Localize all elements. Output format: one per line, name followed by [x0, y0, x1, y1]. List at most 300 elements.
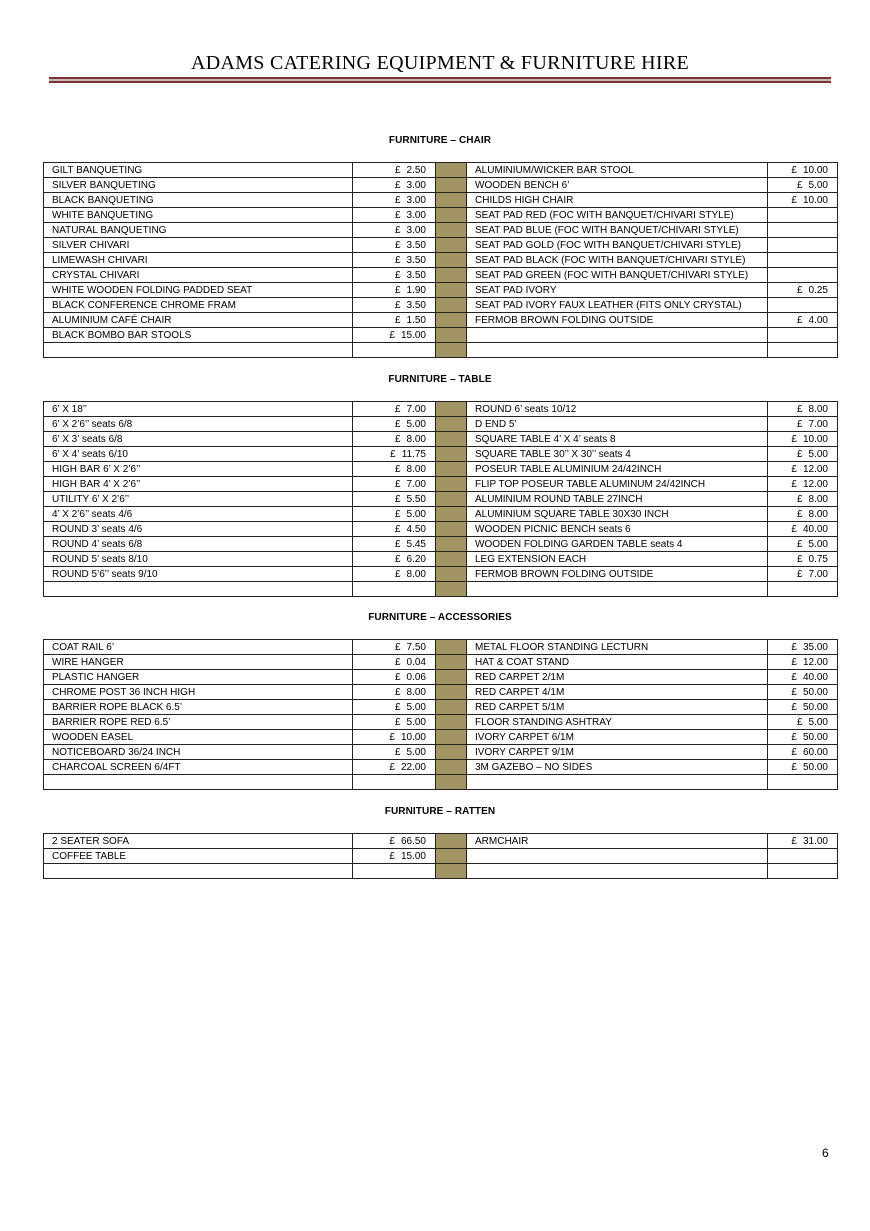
right-item-price — [768, 537, 838, 552]
left-item-price — [353, 640, 436, 655]
column-divider — [436, 670, 467, 685]
right-item-name — [467, 864, 768, 879]
price-value: 5.00 — [406, 418, 426, 430]
price-value: 10.00 — [400, 731, 426, 743]
currency-symbol: £ — [394, 224, 401, 236]
right-item-price — [768, 163, 838, 178]
left-item-name: BLACK BOMBO BAR STOOLS — [44, 328, 353, 343]
table-row — [44, 163, 838, 178]
right-item-price — [768, 492, 838, 507]
currency-symbol: £ — [394, 508, 401, 520]
right-item-name: CHILDS HIGH CHAIR — [467, 193, 768, 208]
left-item-price — [353, 417, 436, 432]
currency-symbol: £ — [791, 463, 797, 475]
left-item-price — [353, 582, 436, 597]
left-item-name — [44, 864, 353, 879]
column-divider — [436, 730, 467, 745]
price-value: 1.50 — [406, 314, 426, 326]
right-item-price — [768, 462, 838, 477]
column-divider — [436, 417, 467, 432]
column-divider — [436, 447, 467, 462]
left-item-name — [44, 582, 353, 597]
table-row — [44, 268, 838, 283]
table-row — [44, 849, 838, 864]
left-item-price — [353, 223, 436, 238]
price-value: 6.20 — [406, 553, 426, 565]
right-item-name: ALUMINIUM SQUARE TABLE 30X30 INCH — [467, 507, 768, 522]
column-divider — [436, 253, 467, 268]
price-value: 1.90 — [406, 284, 426, 296]
right-item-name: SEAT PAD GREEN (FOC WITH BANQUET/CHIVARI STYLE) — [467, 268, 768, 283]
right-item-price — [768, 552, 838, 567]
left-item-price — [353, 849, 436, 864]
left-item-price — [353, 670, 436, 685]
currency-symbol: £ — [394, 179, 401, 191]
left-item-price — [353, 567, 436, 582]
right-item-name: WOODEN PICNIC BENCH seats 6 — [467, 522, 768, 537]
left-item-price — [353, 745, 436, 760]
right-item-name: LEG EXTENSION EACH — [467, 552, 768, 567]
table-row — [44, 298, 838, 313]
column-divider — [436, 268, 467, 283]
right-item-price — [768, 567, 838, 582]
left-item-name: 6’ X 3’ seats 6/8 — [44, 432, 353, 447]
right-item-price — [768, 730, 838, 745]
right-item-price — [768, 432, 838, 447]
right-item-name — [467, 582, 768, 597]
table-row — [44, 864, 838, 879]
left-item-name — [44, 775, 353, 790]
right-item-price — [768, 507, 838, 522]
right-item-price — [768, 715, 838, 730]
column-divider — [436, 462, 467, 477]
left-item-name: LIMEWASH CHIVARI — [44, 253, 353, 268]
currency-symbol: £ — [791, 671, 797, 683]
table-row — [44, 537, 838, 552]
price-value: 0.06 — [406, 671, 426, 683]
column-divider — [436, 700, 467, 715]
right-item-name: SEAT PAD BLACK (FOC WITH BANQUET/CHIVARI STYLE) — [467, 253, 768, 268]
price-value: 4.50 — [406, 523, 426, 535]
right-item-price — [768, 193, 838, 208]
left-item-price — [353, 328, 436, 343]
currency-symbol: £ — [796, 403, 803, 415]
right-item-price — [768, 685, 838, 700]
currency-symbol: £ — [796, 284, 803, 296]
column-divider — [436, 745, 467, 760]
currency-symbol: £ — [394, 656, 401, 668]
right-item-price — [768, 582, 838, 597]
left-item-price — [353, 343, 436, 358]
left-item-price — [353, 775, 436, 790]
left-item-price — [353, 447, 436, 462]
left-item-name: NOTICEBOARD 36/24 INCH — [44, 745, 353, 760]
left-item-name: BLACK CONFERENCE CHROME FRAM — [44, 298, 353, 313]
column-divider — [436, 328, 467, 343]
right-item-price — [768, 670, 838, 685]
price-value: 5.00 — [406, 716, 426, 728]
currency-symbol: £ — [394, 478, 401, 490]
left-item-price — [353, 715, 436, 730]
price-value: 10.00 — [802, 433, 828, 445]
right-item-price — [768, 655, 838, 670]
price-value: 15.00 — [400, 850, 426, 862]
right-item-price — [768, 864, 838, 879]
left-item-name: CRYSTAL CHIVARI — [44, 268, 353, 283]
price-value: 11.75 — [401, 448, 426, 460]
price-value: 7.00 — [406, 403, 426, 415]
left-item-name: GILT BANQUETING — [44, 163, 353, 178]
left-item-name: 6’ X 2’6’’ seats 6/8 — [44, 417, 353, 432]
currency-symbol: £ — [394, 568, 401, 580]
currency-symbol: £ — [796, 493, 803, 505]
column-divider — [436, 775, 467, 790]
column-divider — [436, 432, 467, 447]
currency-symbol: £ — [394, 641, 401, 653]
currency-symbol: £ — [394, 194, 401, 206]
price-value: 8.00 — [406, 568, 426, 580]
table-row — [44, 775, 838, 790]
left-item-name: CHROME POST 36 INCH HIGH — [44, 685, 353, 700]
currency-symbol: £ — [791, 164, 797, 176]
table-row — [44, 522, 838, 537]
currency-symbol: £ — [394, 284, 401, 296]
price-value: 2.50 — [406, 164, 426, 176]
column-divider — [436, 208, 467, 223]
currency-symbol: £ — [791, 523, 797, 535]
right-item-name: SQUARE TABLE 4’ X 4’ seats 8 — [467, 432, 768, 447]
column-divider — [436, 834, 467, 849]
currency-symbol: £ — [394, 403, 401, 415]
table-row — [44, 640, 838, 655]
price-value: 8.00 — [808, 493, 828, 505]
column-divider — [436, 552, 467, 567]
price-value: 12.00 — [802, 656, 828, 668]
column-divider — [436, 537, 467, 552]
section-heading-table: FURNITURE – TABLE — [388, 374, 492, 385]
price-value: 5.45 — [406, 538, 426, 550]
section-heading-ratten: FURNITURE – RATTEN — [384, 806, 496, 817]
right-item-price — [768, 775, 838, 790]
currency-symbol: £ — [394, 269, 401, 281]
right-item-price — [768, 178, 838, 193]
currency-symbol: £ — [791, 746, 797, 758]
price-value: 3.00 — [406, 194, 426, 206]
price-value: 3.50 — [406, 239, 426, 251]
table-row — [44, 432, 838, 447]
left-item-price — [353, 522, 436, 537]
left-item-name: CHARCOAL SCREEN 6/4FT — [44, 760, 353, 775]
table-row — [44, 507, 838, 522]
right-item-name: SEAT PAD BLUE (FOC WITH BANQUET/CHIVARI STYLE) — [467, 223, 768, 238]
price-value: 66.50 — [400, 835, 426, 847]
currency-symbol: £ — [394, 701, 401, 713]
left-item-name: ROUND 5’ seats 8/10 — [44, 552, 353, 567]
left-item-name: SILVER CHIVARI — [44, 238, 353, 253]
currency-symbol: £ — [796, 418, 803, 430]
table-row — [44, 343, 838, 358]
price-value: 12.00 — [802, 478, 828, 490]
price-table-ratten — [43, 833, 838, 879]
left-item-price — [353, 268, 436, 283]
price-value: 8.00 — [808, 508, 828, 520]
table-row — [44, 178, 838, 193]
right-item-price — [768, 640, 838, 655]
currency-symbol: £ — [394, 493, 401, 505]
currency-symbol: £ — [394, 523, 401, 535]
right-item-name: SEAT PAD RED (FOC WITH BANQUET/CHIVARI STYLE) — [467, 208, 768, 223]
price-value: 50.00 — [802, 731, 828, 743]
left-item-price — [353, 402, 436, 417]
column-divider — [436, 640, 467, 655]
currency-symbol: £ — [394, 686, 401, 698]
column-divider — [436, 864, 467, 879]
currency-symbol: £ — [394, 553, 401, 565]
table-row — [44, 745, 838, 760]
right-item-name: FERMOB BROWN FOLDING OUTSIDE — [467, 567, 768, 582]
currency-symbol: £ — [394, 314, 401, 326]
right-item-name: IVORY CARPET 9/1M — [467, 745, 768, 760]
price-value: 15.00 — [400, 329, 426, 341]
currency-symbol: £ — [796, 716, 803, 728]
left-item-name: 4’ X 2’6’’ seats 4/6 — [44, 507, 353, 522]
currency-symbol: £ — [394, 716, 401, 728]
price-value: 3.50 — [406, 254, 426, 266]
left-item-name: WIRE HANGER — [44, 655, 353, 670]
price-table-table — [43, 401, 838, 597]
left-item-name: BARRIER ROPE BLACK 6.5’ — [44, 700, 353, 715]
right-item-price — [768, 343, 838, 358]
right-item-name: HAT & COAT STAND — [467, 655, 768, 670]
right-item-price — [768, 298, 838, 313]
left-item-name: HIGH BAR 4’ X 2’6’’ — [44, 477, 353, 492]
currency-symbol: £ — [394, 164, 401, 176]
left-item-price — [353, 730, 436, 745]
table-row — [44, 582, 838, 597]
price-value: 4.00 — [808, 314, 828, 326]
table-row — [44, 462, 838, 477]
currency-symbol: £ — [389, 731, 395, 743]
currency-symbol: £ — [791, 478, 797, 490]
table-row — [44, 567, 838, 582]
left-item-name: WOODEN EASEL — [44, 730, 353, 745]
right-item-name — [467, 343, 768, 358]
left-item-name: ROUND 5’6’’ seats 9/10 — [44, 567, 353, 582]
left-item-price — [353, 700, 436, 715]
left-item-price — [353, 238, 436, 253]
left-item-name — [44, 343, 353, 358]
price-value: 31.00 — [802, 835, 828, 847]
column-divider — [436, 402, 467, 417]
left-item-price — [353, 313, 436, 328]
price-value: 8.00 — [406, 463, 426, 475]
right-item-name: SQUARE TABLE 30’’ X 30’’ seats 4 — [467, 447, 768, 462]
right-item-name — [467, 328, 768, 343]
currency-symbol: £ — [796, 508, 803, 520]
column-divider — [436, 522, 467, 537]
price-value: 10.00 — [802, 194, 828, 206]
price-value: 3.50 — [406, 269, 426, 281]
left-item-price — [353, 834, 436, 849]
price-value: 35.00 — [802, 641, 828, 653]
right-item-name: FERMOB BROWN FOLDING OUTSIDE — [467, 313, 768, 328]
table-row — [44, 208, 838, 223]
right-item-name — [467, 849, 768, 864]
column-divider — [436, 492, 467, 507]
table-row — [44, 417, 838, 432]
price-value: 5.00 — [406, 701, 426, 713]
left-item-price — [353, 163, 436, 178]
column-divider — [436, 178, 467, 193]
price-value: 10.00 — [802, 164, 828, 176]
right-item-name: RED CARPET 2/1M — [467, 670, 768, 685]
right-item-name: SEAT PAD GOLD (FOC WITH BANQUET/CHIVARI STYLE) — [467, 238, 768, 253]
price-value: 5.00 — [406, 508, 426, 520]
left-item-price — [353, 760, 436, 775]
left-item-name: 6’ X 18’’ — [44, 402, 353, 417]
price-value: 3.50 — [406, 299, 426, 311]
table-row — [44, 402, 838, 417]
currency-symbol: £ — [791, 194, 797, 206]
right-item-name: IVORY CARPET 6/1M — [467, 730, 768, 745]
left-item-name: WHITE BANQUETING — [44, 208, 353, 223]
table-row — [44, 492, 838, 507]
right-item-price — [768, 477, 838, 492]
currency-symbol: £ — [394, 254, 401, 266]
right-item-name: ARMCHAIR — [467, 834, 768, 849]
right-item-name: SEAT PAD IVORY FAUX LEATHER (FITS ONLY CRYSTAL) — [467, 298, 768, 313]
currency-symbol: £ — [394, 433, 401, 445]
left-item-name: SILVER BANQUETING — [44, 178, 353, 193]
left-item-price — [353, 432, 436, 447]
left-item-name: 6’ X 4’ seats 6/10 — [44, 447, 353, 462]
table-row — [44, 253, 838, 268]
page-title: ADAMS CATERING EQUIPMENT & FURNITURE HIRE — [190, 52, 690, 74]
table-row — [44, 834, 838, 849]
right-item-price — [768, 522, 838, 537]
left-item-price — [353, 178, 436, 193]
price-value: 3.00 — [406, 209, 426, 221]
currency-symbol: £ — [791, 641, 797, 653]
currency-symbol: £ — [791, 701, 797, 713]
table-row — [44, 283, 838, 298]
right-item-name: SEAT PAD IVORY — [467, 283, 768, 298]
price-value: 5.00 — [808, 538, 828, 550]
column-divider — [436, 283, 467, 298]
left-item-price — [353, 193, 436, 208]
table-row — [44, 313, 838, 328]
right-item-name: WOODEN BENCH 6’ — [467, 178, 768, 193]
right-item-price — [768, 849, 838, 864]
right-item-name: ALUMINIUM ROUND TABLE 27INCH — [467, 492, 768, 507]
price-value: 7.50 — [406, 641, 426, 653]
right-item-name: D END 5’ — [467, 417, 768, 432]
price-value: 5.00 — [406, 746, 426, 758]
price-value: 5.00 — [808, 448, 828, 460]
price-value: 50.00 — [802, 686, 828, 698]
right-item-price — [768, 402, 838, 417]
table-row — [44, 700, 838, 715]
right-item-name: RED CARPET 5/1M — [467, 700, 768, 715]
column-divider — [436, 849, 467, 864]
right-item-price — [768, 328, 838, 343]
right-item-price — [768, 208, 838, 223]
currency-symbol: £ — [389, 850, 395, 862]
currency-symbol: £ — [796, 538, 803, 550]
column-divider — [436, 298, 467, 313]
table-row — [44, 715, 838, 730]
currency-symbol: £ — [389, 329, 395, 341]
column-divider — [436, 163, 467, 178]
left-item-name: ALUMINIUM CAFÉ CHAIR — [44, 313, 353, 328]
page-number: 6 — [822, 1146, 829, 1160]
left-item-price — [353, 507, 436, 522]
price-value: 0.25 — [808, 284, 828, 296]
table-row — [44, 193, 838, 208]
price-value: 40.00 — [802, 671, 828, 683]
column-divider — [436, 343, 467, 358]
column-divider — [436, 313, 467, 328]
left-item-name: NATURAL BANQUETING — [44, 223, 353, 238]
left-item-price — [353, 477, 436, 492]
currency-symbol: £ — [390, 448, 396, 460]
price-table-chair — [43, 162, 838, 358]
left-item-name: PLASTIC HANGER — [44, 670, 353, 685]
table-row — [44, 223, 838, 238]
currency-symbol: £ — [394, 671, 401, 683]
left-item-name: WHITE WOODEN FOLDING PADDED SEAT — [44, 283, 353, 298]
right-item-name: ALUMINIUM/WICKER BAR STOOL — [467, 163, 768, 178]
price-value: 8.00 — [808, 403, 828, 415]
right-item-price — [768, 700, 838, 715]
column-divider — [436, 760, 467, 775]
price-value: 0.75 — [808, 553, 828, 565]
right-item-price — [768, 760, 838, 775]
left-item-price — [353, 492, 436, 507]
column-divider — [436, 685, 467, 700]
right-item-name: RED CARPET 4/1M — [467, 685, 768, 700]
price-value: 7.00 — [808, 418, 828, 430]
column-divider — [436, 477, 467, 492]
right-item-price — [768, 253, 838, 268]
right-item-price — [768, 447, 838, 462]
table-row — [44, 447, 838, 462]
right-item-price — [768, 834, 838, 849]
price-value: 60.00 — [802, 746, 828, 758]
table-row — [44, 477, 838, 492]
left-item-name: ROUND 4’ seats 6/8 — [44, 537, 353, 552]
title-rule — [49, 77, 831, 83]
price-value: 3.00 — [406, 224, 426, 236]
right-item-name: ROUND 6’ seats 10/12 — [467, 402, 768, 417]
section-heading-accessories: FURNITURE – ACCESSORIES — [368, 612, 512, 623]
currency-symbol: £ — [389, 761, 395, 773]
section-heading-chair: FURNITURE – CHAIR — [388, 135, 492, 146]
left-item-price — [353, 283, 436, 298]
currency-symbol: £ — [791, 761, 797, 773]
currency-symbol: £ — [791, 835, 797, 847]
price-value: 50.00 — [802, 701, 828, 713]
left-item-price — [353, 462, 436, 477]
right-item-name: POSEUR TABLE ALUMINIUM 24/42INCH — [467, 462, 768, 477]
left-item-name: 2 SEATER SOFA — [44, 834, 353, 849]
right-item-name: METAL FLOOR STANDING LECTURN — [467, 640, 768, 655]
currency-symbol: £ — [394, 239, 401, 251]
left-item-name: BLACK BANQUETING — [44, 193, 353, 208]
table-row — [44, 685, 838, 700]
right-item-price — [768, 313, 838, 328]
currency-symbol: £ — [796, 448, 803, 460]
